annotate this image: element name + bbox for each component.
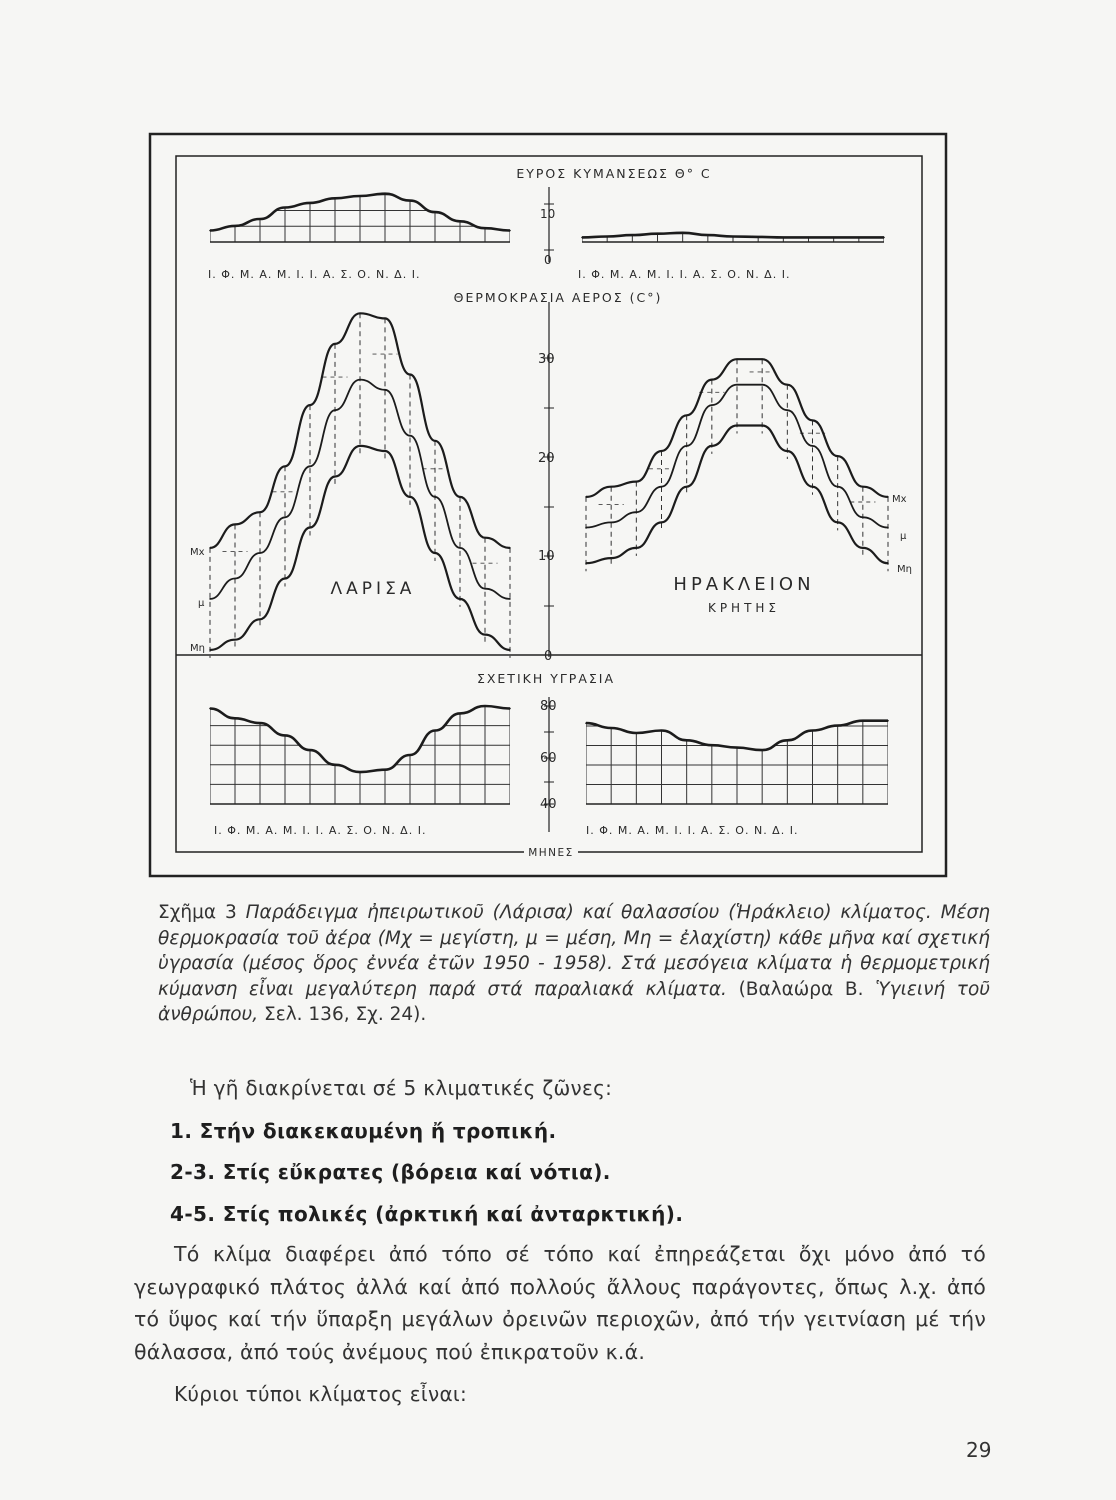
temp-tick-20: 20 xyxy=(538,451,555,466)
body-paragraph: Τό κλίμα διαφέρει ἀπό τόπο σέ τόπο καί ἐπηρεάζεται ὄχι μόνο ἀπό τό γεωγραφικό πλάτος ἀλλά καί ἀπό πολλούς ἄλλους παράγοντες, ὅπως λ.χ. ἀπό τό ὕψος καί τήν ὕπαρξη μεγάλων ὀρεινῶν περιοχῶν, ἀπό τήν γειτνίαση μέ τήν θάλασσα, ἀπό τούς ἀνέμους πού ἐπικρατοῦν κ.ά. xyxy=(134,1242,986,1364)
data-point xyxy=(862,486,864,488)
city-larisa-label: ΛΑΡΙΣΑ xyxy=(330,579,416,599)
chart-grid xyxy=(582,143,884,242)
data-point xyxy=(509,598,511,600)
temp-tick-30: 30 xyxy=(538,352,555,367)
data-point xyxy=(309,466,311,468)
data-point xyxy=(736,747,738,749)
data-point xyxy=(732,236,734,238)
data-point xyxy=(209,649,211,651)
data-point xyxy=(606,236,608,238)
closing-line: Κύριοι τύποι κλίματος εἶναι: xyxy=(174,1382,468,1406)
caption-lead: Σχῆμα 3 xyxy=(158,902,237,923)
data-point xyxy=(686,445,688,447)
data-point xyxy=(833,237,835,239)
data-point xyxy=(234,578,236,580)
chart-panel-3 xyxy=(209,313,511,658)
data-point xyxy=(509,708,511,710)
data-point xyxy=(887,527,889,529)
data-point xyxy=(259,218,261,220)
data-point xyxy=(284,735,286,737)
data-point xyxy=(883,237,885,239)
page-number: 29 xyxy=(966,1438,992,1462)
data-point xyxy=(234,524,236,526)
humidity-tick-40: 40 xyxy=(540,797,557,812)
heraklion-min-label: Μη xyxy=(897,564,912,575)
zone-item: 1. Στήν διακεκαυμένη ἤ τροπική. xyxy=(170,1119,557,1143)
data-point xyxy=(610,727,612,729)
data-point xyxy=(459,496,461,498)
data-point xyxy=(434,730,436,732)
data-point xyxy=(661,730,663,732)
data-point xyxy=(384,193,386,195)
data-point xyxy=(862,720,864,722)
data-point xyxy=(783,237,785,239)
data-point xyxy=(509,230,511,232)
data-point xyxy=(862,517,864,519)
data-point xyxy=(761,425,763,427)
humidity-title: ΣΧΕΤΙΚΗ ΥΓΡΑΣΙΑ xyxy=(476,671,616,686)
temp-title: ΘΕΡΜΟΚΡΑΣΙΑ ΑΕΡΟΣ (C°) xyxy=(453,290,663,305)
data-point xyxy=(610,522,612,524)
data-point xyxy=(837,725,839,727)
humidity-tick-80: 80 xyxy=(540,699,557,714)
data-point xyxy=(707,234,709,236)
data-point xyxy=(234,225,236,227)
caption-ref-c: Σελ. 136, Σχ. 24). xyxy=(264,1004,427,1025)
zone-item: 2-3. Στίς εὔκρατες (βόρεια καί νότια). xyxy=(170,1160,611,1184)
data-point xyxy=(581,237,583,239)
data-point xyxy=(434,552,436,554)
data-point xyxy=(887,720,889,722)
data-point xyxy=(434,496,436,498)
data-point xyxy=(259,722,261,724)
temp-tick-10: 10 xyxy=(538,549,555,564)
data-point xyxy=(209,598,211,600)
data-point xyxy=(661,522,663,524)
data-point xyxy=(632,234,634,236)
data-point xyxy=(661,450,663,452)
city-heraklion-label: ΗΡΑΚΛΕΙΟΝ xyxy=(673,574,815,595)
data-point xyxy=(209,230,211,232)
data-point xyxy=(761,358,763,360)
caption-ref-b: Ὑγιεινή τοῦ ἀνθρώπου, xyxy=(158,978,990,1025)
range-tick-10: 10 xyxy=(540,207,556,221)
data-point xyxy=(284,207,286,209)
data-point xyxy=(284,517,286,519)
data-point xyxy=(334,198,336,200)
larisa-min-label: Μη xyxy=(190,643,205,654)
data-point xyxy=(862,547,864,549)
data-point xyxy=(459,598,461,600)
data-point xyxy=(636,732,638,734)
data-point xyxy=(787,384,789,386)
data-point xyxy=(359,313,361,315)
data-point xyxy=(459,221,461,223)
data-point xyxy=(334,764,336,766)
data-point xyxy=(858,237,860,239)
data-point xyxy=(409,435,411,437)
chart-grid xyxy=(210,143,510,242)
data-point xyxy=(837,486,839,488)
data-point xyxy=(761,749,763,751)
data-point xyxy=(585,527,587,529)
data-point xyxy=(787,740,789,742)
data-point xyxy=(585,496,587,498)
data-point xyxy=(284,466,286,468)
data-point xyxy=(234,639,236,641)
zone-item: 4-5. Στίς πολικές (ἀρκτική καί ἀνταρκτική). xyxy=(170,1202,684,1226)
range-tick-0: 0 xyxy=(544,253,552,267)
climate-zones-intro: Ἡ γῆ διακρίνεται σέ 5 κλιματικές ζῶνες: xyxy=(190,1076,613,1100)
city-heraklion-sublabel: ΚΡΗΤΗΣ xyxy=(707,601,781,615)
data-point xyxy=(409,200,411,202)
caption-ref-a: (Βαλαώρα Β. xyxy=(738,978,864,1000)
data-point xyxy=(812,420,814,422)
data-point xyxy=(585,562,587,564)
humidity-tick-60: 60 xyxy=(540,751,557,766)
chart-panel-6 xyxy=(585,676,889,804)
data-point xyxy=(409,754,411,756)
figure-caption xyxy=(158,900,990,1028)
climate-figure xyxy=(148,132,948,882)
humidity-months-right: Ι. Φ. Μ. Α. Μ. Ι. Ι. Α. Σ. Ο. Ν. Δ. Ι. xyxy=(586,824,799,837)
data-point xyxy=(459,547,461,549)
data-point xyxy=(812,486,814,488)
data-point xyxy=(309,527,311,529)
data-point xyxy=(787,409,789,411)
data-point xyxy=(334,343,336,345)
data-point xyxy=(887,496,889,498)
chart-panel-1 xyxy=(209,143,511,242)
temp-tick-0: 0 xyxy=(544,649,553,664)
humidity-months-left: Ι. Φ. Μ. Α. Μ. Ι. Ι. Α. Σ. Ο. Ν. Δ. Ι. xyxy=(214,824,427,837)
data-point xyxy=(686,415,688,417)
data-point xyxy=(812,730,814,732)
data-point xyxy=(409,374,411,376)
chart-panel-2 xyxy=(581,143,885,242)
data-point xyxy=(661,486,663,488)
data-point xyxy=(711,744,713,746)
data-point xyxy=(610,557,612,559)
chart-panel-4 xyxy=(585,358,889,571)
data-point xyxy=(736,358,738,360)
data-point xyxy=(686,486,688,488)
data-point xyxy=(309,749,311,751)
series-line-min xyxy=(586,426,888,564)
data-point xyxy=(334,409,336,411)
caption-body: Παράδειγμα ἠπειρωτικοῦ (Λάρισα) καί θαλασσίου (Ἡράκλειο) κλίματος. Μέση θερμοκρασία τοῦ ἀέρα (Μχ = μεγίστη, μ = μέση, Μη = ἐλαχίστη) κάθε μῆνα καί σχετική ὑγρασία (μέσος ὅρος ἐννέα ἐτῶν 1950 - 1958). Στά μεσόγεια κλίματα ἡ θερμομετρική κύμανση εἶναι μεγαλύτερη παρά στά παραλιακά κλίματα. xyxy=(158,902,991,1000)
data-point xyxy=(359,195,361,197)
data-point xyxy=(484,227,486,229)
data-point xyxy=(409,496,411,498)
data-point xyxy=(787,450,789,452)
data-point xyxy=(757,236,759,238)
series-line-min xyxy=(210,446,510,650)
data-point xyxy=(459,713,461,715)
data-point xyxy=(259,511,261,513)
chart-grid xyxy=(210,676,510,804)
data-point xyxy=(636,547,638,549)
data-point xyxy=(359,771,361,773)
months-title: ΜΗΝΕΣ xyxy=(528,847,574,859)
data-point xyxy=(711,379,713,381)
data-point xyxy=(808,237,810,239)
data-point xyxy=(209,708,211,710)
data-point xyxy=(384,318,386,320)
data-point xyxy=(657,233,659,235)
data-point xyxy=(761,384,763,386)
data-point xyxy=(484,634,486,636)
range-months-left: Ι. Φ. Μ. Α. Μ. Ι. Ι. Α. Σ. Ο. Ν. Δ. Ι. xyxy=(208,268,421,281)
data-point xyxy=(812,445,814,447)
data-point xyxy=(837,522,839,524)
data-point xyxy=(209,547,211,549)
range-months-right: Ι. Φ. Μ. Α. Μ. Ι. Ι. Α. Σ. Ο. Ν. Δ. Ι. xyxy=(578,268,791,281)
data-point xyxy=(711,445,713,447)
data-point xyxy=(334,476,336,478)
data-point xyxy=(309,202,311,204)
data-point xyxy=(384,389,386,391)
data-point xyxy=(484,588,486,590)
data-point xyxy=(259,552,261,554)
data-point xyxy=(509,547,511,549)
data-point xyxy=(736,384,738,386)
range-title: ΕΥΡΟΣ ΚΥΜΑΝΣΕΩΣ Θ° C xyxy=(516,166,712,181)
data-point xyxy=(736,425,738,427)
heraklion-mean-label: μ xyxy=(900,531,907,542)
data-point xyxy=(484,537,486,539)
data-point xyxy=(284,578,286,580)
data-point xyxy=(509,649,511,651)
data-point xyxy=(682,232,684,234)
data-point xyxy=(837,455,839,457)
data-point xyxy=(636,481,638,483)
data-point xyxy=(610,486,612,488)
chart-grid xyxy=(586,676,888,804)
data-point xyxy=(234,717,236,719)
data-point xyxy=(434,440,436,442)
data-point xyxy=(887,562,889,564)
data-point xyxy=(636,511,638,513)
data-point xyxy=(585,722,587,724)
data-point xyxy=(359,379,361,381)
data-point xyxy=(686,740,688,742)
data-point xyxy=(384,769,386,771)
chart-panel-5 xyxy=(209,676,511,804)
data-point xyxy=(259,619,261,621)
larisa-max-label: Μx xyxy=(190,547,205,558)
data-point xyxy=(309,404,311,406)
data-point xyxy=(711,404,713,406)
data-point xyxy=(384,450,386,452)
series-line xyxy=(210,706,510,772)
data-point xyxy=(359,445,361,447)
data-point xyxy=(434,211,436,213)
heraklion-max-label: Μx xyxy=(892,494,907,505)
larisa-mean-label: μ xyxy=(198,598,205,609)
data-point xyxy=(484,705,486,707)
